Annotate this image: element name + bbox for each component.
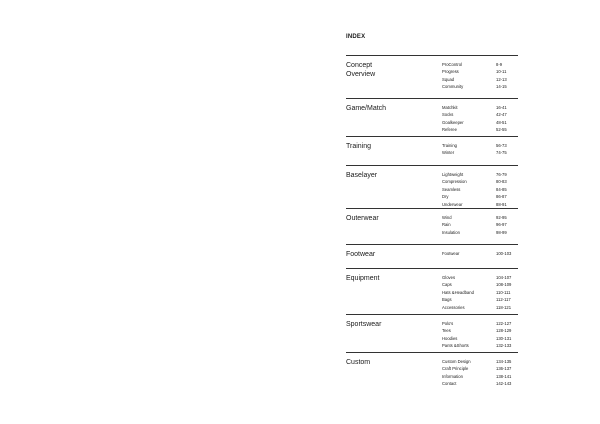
section-title: Concept Overview [346,62,376,78]
entry-label: Polo's [442,321,454,326]
entry-label: Seamless [442,186,461,192]
entry-pages: 138-141 [496,373,512,379]
entry-label: Contact [442,381,457,387]
index-entry [442,281,518,288]
entry-pages: 96-97 [496,222,507,228]
entry-pages: 122-127 [496,321,512,326]
section-entries [442,61,518,91]
index-entry [442,61,518,68]
index-entry [442,178,518,185]
index-entry [442,119,518,126]
index-entry [442,126,518,133]
section-title: Equipment [346,275,380,282]
entry-pages: 98-99 [496,229,507,235]
entry-pages: 74-75 [496,150,507,156]
index-section [346,136,518,165]
entry-pages: 48-51 [496,119,507,125]
entry-label: Insulation [442,229,460,235]
index-entry [442,149,518,156]
index-section [346,98,518,136]
index-entry [442,342,518,349]
entry-label: ProControl [442,62,463,67]
entry-label: Socks [442,112,454,118]
entry-pages: 88-91 [496,201,507,207]
entry-pages: 8-9 [496,62,503,67]
index-entry [442,221,518,228]
entry-label: Underwear [442,201,463,207]
index-entry [442,83,518,90]
entry-label: Goalkeeper [442,119,464,125]
entry-label: Training [442,143,457,148]
entry-pages: 130-131 [496,335,512,341]
section-entries [442,142,518,157]
entry-label: Gloves [442,275,456,280]
index-entry [442,229,518,236]
section-entries [442,358,518,388]
index-entry [442,171,518,178]
section-entries [442,250,518,257]
entry-pages: 86-87 [496,194,507,200]
entry-label: Referee [442,127,457,133]
index-entry [442,214,518,221]
entry-label: Community [442,84,464,90]
index-entry [442,274,518,281]
index-entry [442,373,518,380]
entry-label: Pants &Shorts [442,343,469,349]
index-entry [442,335,518,342]
entry-pages: 110-111 [496,289,511,295]
index-section [346,208,518,244]
section-title: Game/Match [346,105,387,112]
entry-label: Squad [442,76,455,82]
entry-label: Dry [442,194,449,200]
index-entry [442,111,518,118]
index-entry [442,289,518,296]
section-title: Training [346,143,372,150]
index-entry [442,304,518,311]
entry-pages: 112-117 [496,297,511,303]
entry-pages: 42-47 [496,112,507,118]
entry-pages: 10-11 [496,69,507,75]
entry-pages: 92-95 [496,215,507,220]
entry-label: Winter [442,150,455,156]
entry-pages: 128-129 [496,328,512,334]
section-entries [442,320,518,350]
index-entry [442,358,518,365]
entry-pages: 14-15 [496,84,507,90]
entry-pages: 16-41 [496,105,507,110]
index-section [346,352,518,393]
entry-pages: 132-133 [496,343,512,349]
entry-pages: 84-85 [496,186,507,192]
index-entry [442,250,518,257]
index-section [346,268,518,314]
entry-label: Tees [442,328,451,334]
entry-label: Rain [442,222,451,228]
index-entry [442,365,518,372]
index-entry [442,104,518,111]
section-entries [442,171,518,208]
index-entry [442,68,518,75]
index-entry [442,320,518,327]
entry-label: Custom Design [442,359,471,364]
entry-pages: 80-83 [496,179,507,185]
entry-label: Caps [442,282,452,288]
index-entry [442,380,518,387]
entry-pages: 52-55 [496,127,507,133]
entry-label: Hats &Headband [442,289,474,295]
entry-pages: 56-73 [496,143,507,148]
entry-pages: 76-79 [496,172,507,177]
section-title: Outerwear [346,215,379,222]
entry-label: Footwear [442,251,460,256]
index-section [346,165,518,208]
entry-label: Bags [442,297,452,303]
index-entry [442,327,518,334]
section-entries [442,274,518,311]
entry-pages: 100-103 [496,251,512,256]
index-entry [442,201,518,208]
entry-label: Craft Principle [442,366,469,372]
index-entry [442,193,518,200]
index-section [346,244,518,268]
index-entry [442,142,518,149]
entry-pages: 118-121 [496,304,512,310]
entry-pages: 108-109 [496,282,512,288]
section-title: Footwear [346,251,376,258]
index-title: INDEX [346,34,366,40]
entry-pages: 134-135 [496,359,512,364]
entry-pages: 136-137 [496,366,512,372]
index-section [346,314,518,352]
entry-pages: 142-143 [496,381,512,387]
entry-label: Progress [442,69,459,75]
section-title: Custom [346,359,371,366]
entry-pages: 104-107 [496,275,512,280]
entry-label: Lightweight [442,172,464,177]
entry-label: Compression [442,179,467,185]
index-entry [442,186,518,193]
entry-label: Hoodies [442,335,458,341]
entry-label: Matchkit [442,105,458,110]
entry-pages: 12-13 [496,76,507,82]
index-section [346,55,518,98]
section-entries [442,214,518,236]
index-list [346,55,518,393]
index-entry [442,296,518,303]
section-title: Sportswear [346,321,382,328]
section-entries [442,104,518,134]
section-title: Baselayer [346,172,378,179]
entry-label: Accessories [442,304,465,310]
entry-label: Information [442,373,463,379]
entry-label: Wind [442,215,452,220]
index-entry [442,76,518,83]
